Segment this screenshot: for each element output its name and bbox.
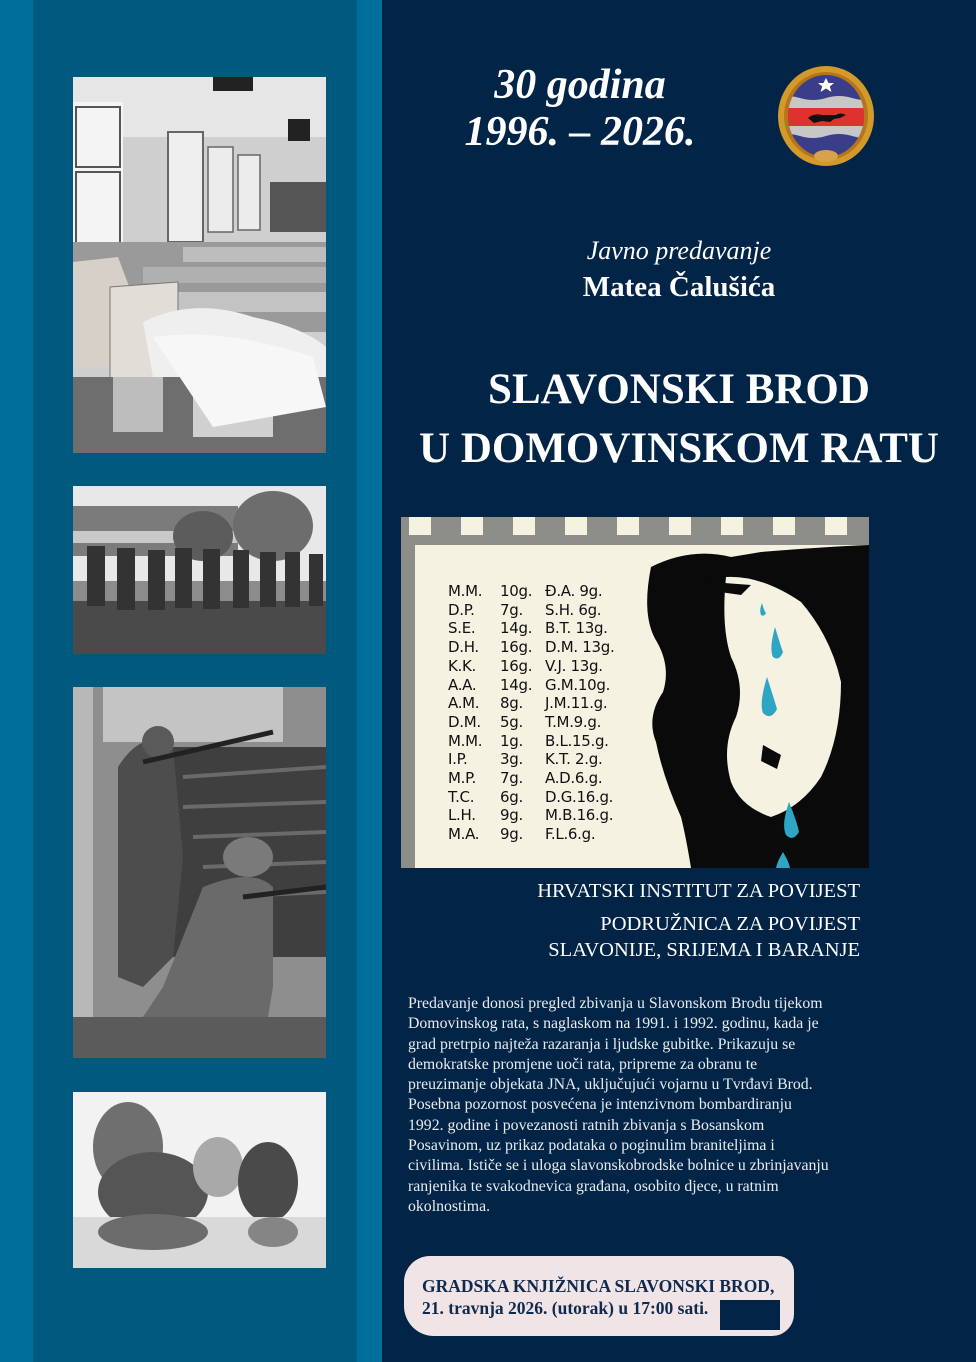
description-line: grad pretrpio najteža razaranja i ljudske gubitke. Prikazuju se xyxy=(408,1035,796,1053)
memorial-age: 7g. xyxy=(500,600,523,619)
memorial-row xyxy=(448,638,614,657)
institution-block xyxy=(537,878,860,963)
memorial-row xyxy=(448,676,614,695)
coat-of-arms-icon xyxy=(774,64,878,168)
memorial-age: 14g. xyxy=(500,675,533,694)
memorial-row xyxy=(448,657,614,676)
memorial-entry: K.T. 2.g. xyxy=(545,750,603,769)
memorial-entry: D.M. 13g. xyxy=(545,638,615,657)
lecture-title xyxy=(382,360,976,478)
memorial-row xyxy=(448,713,614,732)
description-line: civilima. Ističe se i uloga slavonskobrodske bolnice u zbrinjavanju xyxy=(408,1157,829,1175)
memorial-entry: M.B.16.g. xyxy=(545,806,614,825)
lecture-description xyxy=(408,994,868,1217)
memorial-row xyxy=(448,601,614,620)
soldiers-firing-photo xyxy=(73,687,326,1058)
memorial-age: 7g. xyxy=(500,769,523,788)
description-line: Predavanje donosi pregled zbivanja u Slavonskom Brodu tijekom xyxy=(408,995,823,1012)
memorial-entry: T.M.9.g. xyxy=(545,712,602,731)
memorial-entry: B.T. 13g. xyxy=(545,619,608,638)
memorial-age: 16g. xyxy=(500,638,533,657)
title-line-1: SLAVONSKI BROD xyxy=(488,366,870,413)
branch-line-2: SLAVONIJE, SRIJEMA I BARANJE xyxy=(548,939,860,961)
memorial-row xyxy=(448,806,614,825)
soldiers-surrender-photo xyxy=(73,486,326,654)
memorial-initials: M.M. xyxy=(448,582,483,600)
venue-datetime: 21. travnja 2026. (utorak) u 17:00 sati. xyxy=(422,1298,709,1318)
memorial-age: 6g. xyxy=(500,787,523,806)
venue-text xyxy=(422,1275,774,1319)
memorial-initials: D.P. xyxy=(448,600,475,619)
memorial-initials: M.P. xyxy=(448,769,476,788)
memorial-age: 5g. xyxy=(500,712,523,731)
memorial-entry: J.M.11.g. xyxy=(545,694,608,713)
memorial-age: 10g. xyxy=(500,582,533,600)
memorial-age: 9g. xyxy=(500,806,523,825)
anniversary-heading xyxy=(420,62,740,156)
damaged-classroom-photo xyxy=(73,77,326,453)
memorial-initials: T.C. xyxy=(448,787,475,806)
anniversary-years: 1996. – 2026. xyxy=(464,109,696,155)
memorial-entry: Đ.A. 9g. xyxy=(545,582,603,600)
memorial-entry: V.J. 13g. xyxy=(545,656,603,675)
memorial-initials: S.E. xyxy=(448,619,476,638)
memorial-entry: G.M.10g. xyxy=(545,675,611,694)
memorial-row xyxy=(448,619,614,638)
lecture-info xyxy=(382,235,976,305)
description-line: ranjenika te svakodnevica građana, osobito djece, u ratnim xyxy=(408,1177,779,1195)
explosion-river-photo xyxy=(73,1092,326,1268)
memorial-initials: D.H. xyxy=(448,638,479,657)
memorial-initials: K.K. xyxy=(448,656,477,675)
lecture-kind: Javno predavanje xyxy=(586,236,772,265)
description-line: preuzimanje objekata JNA, uključujući vojarnu u Tvrđavi Brod. xyxy=(408,1076,813,1094)
description-line: okolnostima. xyxy=(408,1197,491,1215)
memorial-row xyxy=(448,825,614,844)
description-line: Posebna pozornost posvećena je intenzivnom bombardiranju xyxy=(408,1096,792,1114)
memorial-initials: A.A. xyxy=(448,675,477,694)
memorial-mural-photo xyxy=(401,517,869,868)
description-line: Domovinskog rata, s naglaskom na 1991. i 1992. godinu, kada je xyxy=(408,1015,819,1033)
institution-name: HRVATSKI INSTITUT ZA POVIJEST xyxy=(537,880,860,902)
memorial-entry: S.H. 6g. xyxy=(545,600,602,619)
memorial-initials: L.H. xyxy=(448,806,476,825)
memorial-initials: I.P. xyxy=(448,750,468,769)
memorial-row xyxy=(448,582,614,601)
memorial-row xyxy=(448,694,614,713)
lecture-author: Matea Čalušića xyxy=(582,271,776,303)
memorial-entry: D.G.16.g. xyxy=(545,787,614,806)
description-line: Posavinom, uz prikaz podataka o poginulim braniteljima i xyxy=(408,1137,775,1155)
memorial-row xyxy=(448,732,614,751)
memorial-row xyxy=(448,750,614,769)
memorial-age: 3g. xyxy=(500,750,523,769)
memorial-initials: A.M. xyxy=(448,694,480,713)
memorial-entry: A.D.6.g. xyxy=(545,769,603,788)
memorial-initials: M.M. xyxy=(448,731,483,750)
memorial-entry: F.L.6.g. xyxy=(545,825,596,844)
memorial-age: 16g. xyxy=(500,656,533,675)
memorial-age: 14g. xyxy=(500,619,533,638)
title-line-2: U DOMOVINSKOM RATU xyxy=(419,425,939,472)
memorial-initials: M.A. xyxy=(448,825,480,844)
venue-location: GRADSKA KNJIŽNICA SLAVONSKI BROD, xyxy=(422,1276,775,1296)
memorial-age: 1g. xyxy=(500,731,523,750)
memorial-age: 8g. xyxy=(500,694,523,713)
description-line: demokratske promjene uoči rata, pripreme za obranu te xyxy=(408,1055,758,1073)
branch-line-1: PODRUŽNICA ZA POVIJEST xyxy=(600,913,860,935)
memorial-age: 9g. xyxy=(500,825,523,844)
memorial-names-list xyxy=(448,582,614,844)
memorial-row xyxy=(448,769,614,788)
memorial-row xyxy=(448,788,614,807)
anniversary-line-1: 30 godina xyxy=(494,62,666,108)
description-line: 1992. godine i povezanosti ratnih zbivanja s Bosanskom xyxy=(408,1116,765,1134)
memorial-initials: D.M. xyxy=(448,712,481,731)
memorial-entry: B.L.15.g. xyxy=(545,731,609,750)
